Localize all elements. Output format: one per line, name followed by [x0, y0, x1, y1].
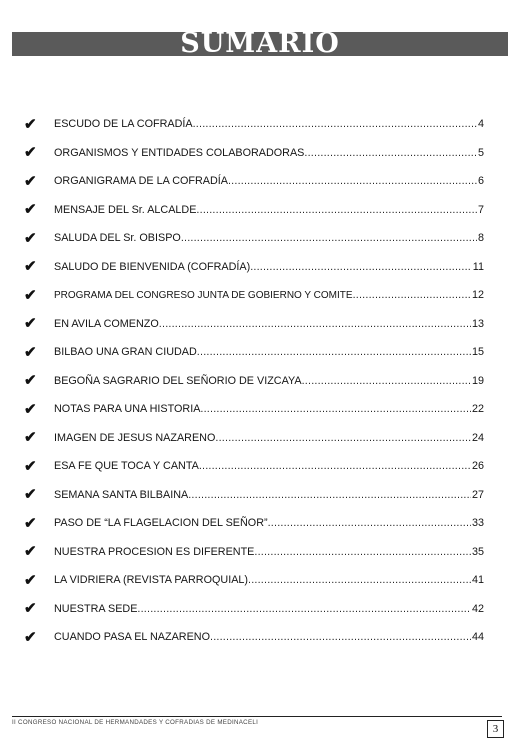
- toc-entry-page: 44: [471, 631, 484, 644]
- toc-entry-title: NOTAS PARA UNA HISTORIA: [54, 403, 201, 416]
- checkmark-icon: ✔: [24, 514, 37, 532]
- toc-row: [24, 424, 484, 453]
- toc-row: [24, 395, 484, 424]
- toc-entry: [54, 231, 484, 245]
- toc-row: [24, 538, 484, 567]
- toc-entry-title: CUANDO PASA EL NAZARENO: [54, 631, 210, 644]
- toc-row: [24, 196, 484, 225]
- toc-entry-title: ESCUDO DE LA COFRADÍA: [54, 118, 193, 131]
- dot-leader: [250, 260, 472, 274]
- dot-leader: [215, 431, 471, 445]
- toc-entry-page: 13: [471, 317, 484, 330]
- toc-entry-page: 22: [471, 403, 484, 416]
- header-band: [12, 28, 508, 59]
- toc-row: [24, 481, 484, 510]
- toc-row: [24, 139, 484, 168]
- toc-row: [24, 595, 484, 624]
- checkmark-icon: ✔: [24, 258, 37, 276]
- footer-rule: [12, 716, 502, 717]
- toc-row: [24, 338, 484, 367]
- toc-entry-page: 26: [471, 460, 484, 473]
- toc-entry-title: BILBAO UNA GRAN CIUDAD: [54, 346, 197, 359]
- checkmark-icon: ✔: [24, 571, 37, 589]
- dot-leader: [137, 602, 471, 616]
- toc-entry-page: 27: [471, 488, 484, 501]
- dot-leader: [193, 117, 477, 131]
- checkmark-icon: ✔: [24, 201, 37, 219]
- checkmark-icon: ✔: [24, 144, 37, 162]
- footer-text: II CONGRESO NACIONAL DE HERMANDADES Y COFRADIAS DE MEDINACELI: [12, 719, 259, 726]
- toc-entry-title: MENSAJE DEL Sr. ALCALDE: [54, 203, 197, 216]
- toc-entry-page: 5: [477, 146, 484, 159]
- page-number: 3: [487, 720, 504, 738]
- checkmark-icon: ✔: [24, 600, 37, 618]
- toc-entry: [54, 516, 484, 530]
- checkmark-icon: ✔: [24, 372, 37, 390]
- dot-leader: [302, 374, 471, 388]
- toc-entry-page: 42: [471, 602, 484, 615]
- toc-entry-page: 35: [471, 545, 484, 558]
- toc-entry-title: SALUDO DE BIENVENIDA (COFRADÍA): [54, 260, 251, 273]
- toc-entry: [54, 630, 484, 644]
- checkmark-icon: ✔: [24, 457, 37, 475]
- toc-entry-page: 8: [477, 232, 484, 245]
- checkmark-icon: ✔: [24, 486, 37, 504]
- toc-entry-page: 41: [471, 574, 484, 587]
- dot-leader: [181, 231, 477, 245]
- toc-entry: [54, 174, 484, 188]
- toc-entry: [54, 203, 484, 217]
- toc-entry: [54, 374, 484, 388]
- toc-entry-title: ORGANISMOS Y ENTIDADES COLABORADORAS: [54, 146, 305, 159]
- toc-entry-page: 4: [477, 118, 484, 131]
- toc-entry: [54, 545, 484, 559]
- dot-leader: [228, 174, 477, 188]
- toc-entry-title: ESA FE QUE TOCA Y CANTA: [54, 460, 199, 473]
- dot-leader: [188, 488, 471, 502]
- checkmark-icon: ✔: [24, 229, 37, 247]
- toc-row: [24, 167, 484, 196]
- dot-leader: [159, 317, 471, 331]
- toc-row: [24, 310, 484, 339]
- toc-entry: [54, 317, 484, 331]
- toc-row: [24, 566, 484, 595]
- dot-leader: [304, 146, 477, 160]
- toc-entry-page: 19: [471, 374, 484, 387]
- toc-row: [24, 110, 484, 139]
- checkmark-icon: ✔: [24, 429, 37, 447]
- checkmark-icon: ✔: [24, 172, 37, 190]
- toc-entry-title: BEGOÑA SAGRARIO DEL SEÑORIO DE VIZCAYA: [54, 374, 302, 387]
- toc-entry-page: 7: [477, 203, 484, 216]
- toc-entry: [54, 488, 484, 502]
- toc-entry-title: NUESTRA PROCESION ES DIFERENTE: [54, 545, 255, 558]
- toc-entry-title: EN AVILA COMENZO: [54, 317, 159, 330]
- toc-entry: [54, 345, 484, 359]
- toc-entry-title: LA VIDRIERA (REVISTA PARROQUIAL): [54, 574, 248, 587]
- toc-entry-page: 6: [477, 175, 484, 188]
- table-of-contents: [24, 110, 484, 652]
- dot-leader: [196, 203, 477, 217]
- checkmark-icon: ✔: [24, 400, 37, 418]
- dot-leader: [197, 345, 471, 359]
- toc-entry-title: SALUDA DEL Sr. OBISPO: [54, 232, 181, 245]
- toc-entry: [54, 117, 484, 131]
- toc-row: [24, 509, 484, 538]
- toc-entry-title: ORGANIGRAMA DE LA COFRADÍA: [54, 175, 228, 188]
- dot-leader: [210, 630, 471, 644]
- toc-entry: [54, 260, 484, 274]
- toc-entry-title: SEMANA SANTA BILBAINA: [54, 488, 189, 501]
- checkmark-icon: ✔: [24, 628, 37, 646]
- toc-entry: [54, 431, 484, 445]
- toc-row: [24, 452, 484, 481]
- toc-entry-page: 24: [471, 431, 484, 444]
- toc-row: [24, 623, 484, 652]
- toc-entry-page: 33: [471, 517, 484, 530]
- toc-entry-title: IMAGEN DE JESUS NAZARENO: [54, 431, 216, 444]
- dot-leader: [199, 459, 471, 473]
- toc-row: [24, 281, 484, 310]
- toc-entry: [54, 402, 484, 416]
- toc-entry-title: NUESTRA SEDE: [54, 602, 138, 615]
- checkmark-icon: ✔: [24, 543, 37, 561]
- dot-leader: [200, 402, 471, 416]
- toc-entry-page: 15: [471, 346, 484, 359]
- page-title: SUMARIO: [180, 28, 340, 59]
- toc-entry-title: PROGRAMA DEL CONGRESO JUNTA DE GOBIERNO Y COMITE: [54, 289, 353, 301]
- dot-leader: [268, 516, 471, 530]
- dot-leader: [248, 573, 471, 587]
- toc-entry: [54, 146, 484, 160]
- dot-leader: [353, 288, 471, 302]
- toc-entry-title: PASO DE “LA FLAGELACION DEL SEÑOR”: [54, 517, 268, 530]
- dot-leader: [254, 545, 471, 559]
- toc-entry: [54, 573, 484, 587]
- toc-entry: [54, 459, 484, 473]
- toc-row: [24, 224, 484, 253]
- toc-row: [24, 253, 484, 282]
- checkmark-icon: ✔: [24, 315, 37, 333]
- checkmark-icon: ✔: [24, 343, 37, 361]
- toc-entry-page: 11: [472, 260, 484, 273]
- checkmark-icon: ✔: [24, 115, 37, 133]
- toc-entry: [54, 288, 484, 303]
- toc-row: [24, 367, 484, 396]
- toc-entry: [54, 602, 484, 616]
- checkmark-icon: ✔: [24, 286, 37, 304]
- toc-entry-page: 12: [471, 288, 484, 301]
